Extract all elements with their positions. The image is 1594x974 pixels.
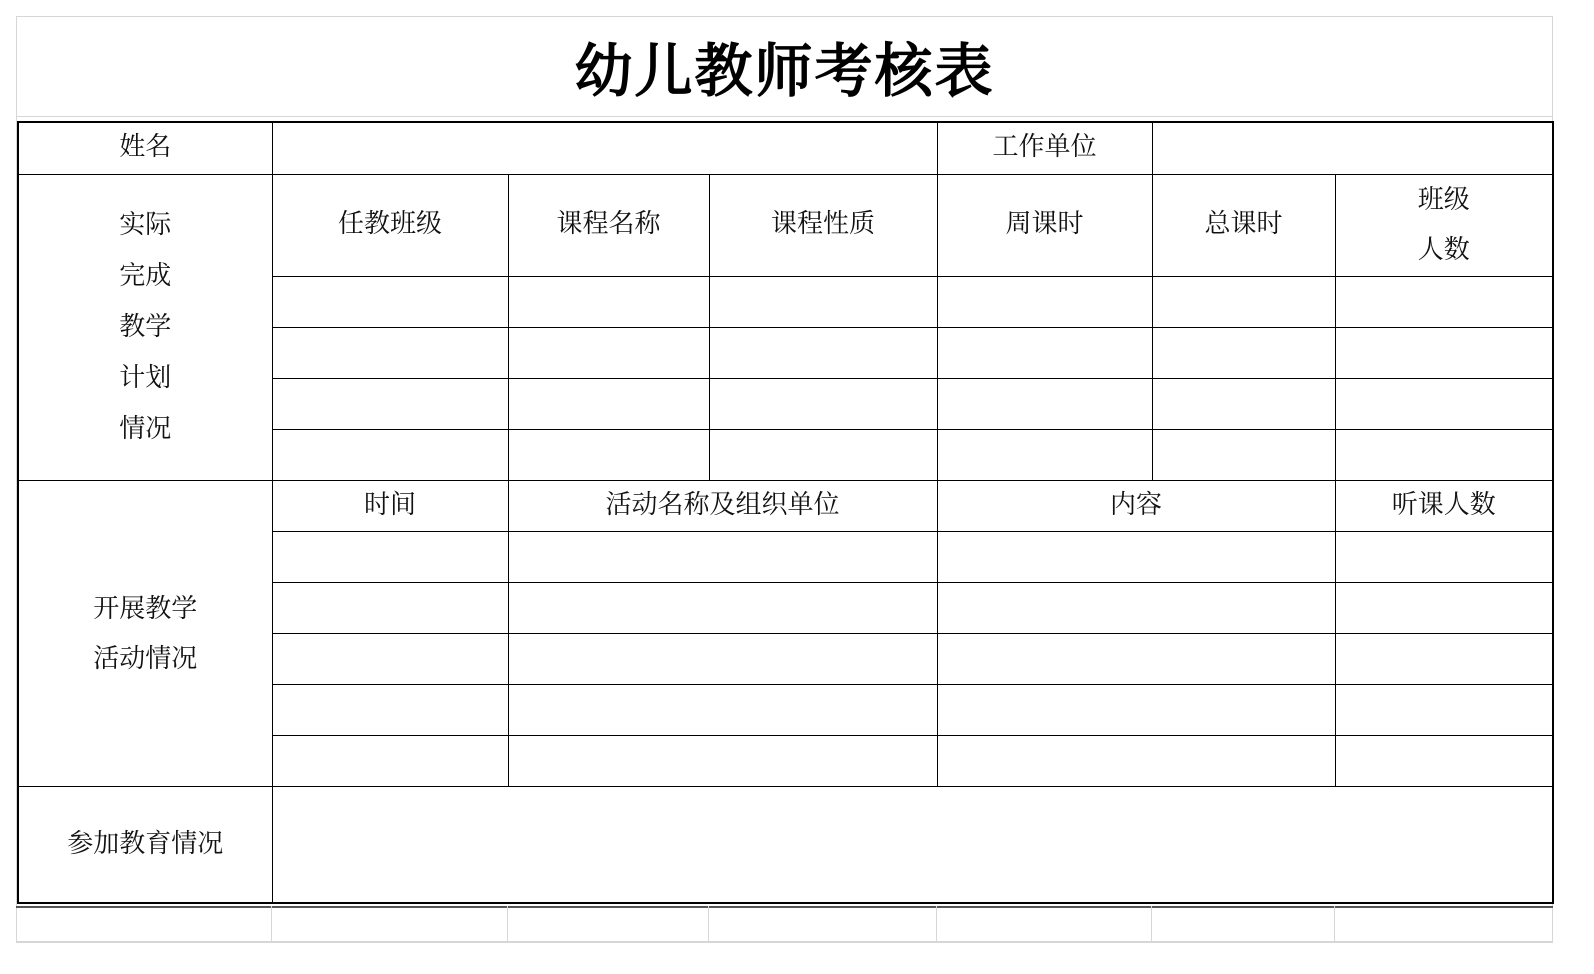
name-value-cell[interactable] bbox=[272, 122, 937, 174]
gridline bbox=[708, 906, 709, 942]
gridline bbox=[936, 906, 937, 942]
header-activity-name: 活动名称及组织单位 bbox=[508, 480, 937, 531]
input-cell[interactable] bbox=[508, 685, 937, 736]
input-cell[interactable] bbox=[508, 532, 937, 583]
gridline bbox=[507, 906, 508, 942]
work-unit-label: 工作单位 bbox=[937, 122, 1152, 174]
input-cell[interactable] bbox=[272, 685, 508, 736]
input-cell[interactable] bbox=[508, 429, 709, 480]
header-attendees: 听课人数 bbox=[1335, 480, 1553, 531]
input-cell[interactable] bbox=[1335, 429, 1553, 480]
gridline bbox=[1151, 906, 1152, 942]
input-cell[interactable] bbox=[272, 327, 508, 378]
input-cell[interactable] bbox=[709, 429, 937, 480]
input-cell[interactable] bbox=[508, 276, 709, 327]
header-class-taught: 任教班级 bbox=[272, 174, 508, 276]
input-cell[interactable] bbox=[508, 378, 709, 429]
input-cell[interactable] bbox=[1335, 276, 1553, 327]
input-cell[interactable] bbox=[272, 532, 508, 583]
gridline bbox=[271, 906, 272, 942]
header-course-name: 课程名称 bbox=[508, 174, 709, 276]
input-cell[interactable] bbox=[1335, 327, 1553, 378]
input-cell[interactable] bbox=[272, 276, 508, 327]
name-label: 姓名 bbox=[18, 122, 272, 174]
header-content: 内容 bbox=[937, 480, 1335, 531]
name-row bbox=[18, 122, 1553, 174]
input-cell[interactable] bbox=[937, 583, 1335, 634]
input-cell[interactable] bbox=[709, 276, 937, 327]
input-cell[interactable] bbox=[508, 634, 937, 685]
input-cell[interactable] bbox=[272, 378, 508, 429]
input-cell[interactable] bbox=[272, 583, 508, 634]
assessment-form-table bbox=[17, 121, 1554, 904]
empty-sheet-row bbox=[16, 906, 1553, 942]
input-cell[interactable] bbox=[1335, 685, 1553, 736]
input-cell[interactable] bbox=[272, 429, 508, 480]
header-total-hours: 总课时 bbox=[1152, 174, 1335, 276]
input-cell[interactable] bbox=[508, 327, 709, 378]
input-cell[interactable] bbox=[1152, 429, 1335, 480]
header-weekly-hours: 周课时 bbox=[937, 174, 1152, 276]
input-cell[interactable] bbox=[937, 532, 1335, 583]
input-cell[interactable] bbox=[508, 583, 937, 634]
input-cell[interactable] bbox=[937, 327, 1152, 378]
input-cell[interactable] bbox=[1335, 583, 1553, 634]
input-cell[interactable] bbox=[1335, 378, 1553, 429]
input-cell[interactable] bbox=[937, 736, 1335, 787]
gridline bbox=[1334, 906, 1335, 942]
header-time: 时间 bbox=[272, 480, 508, 531]
input-cell[interactable] bbox=[937, 378, 1152, 429]
input-cell[interactable] bbox=[709, 378, 937, 429]
activity-section-label: 开展教学 活动情况 bbox=[18, 480, 272, 786]
input-cell[interactable] bbox=[937, 276, 1152, 327]
input-cell[interactable] bbox=[1335, 634, 1553, 685]
activity-header-row bbox=[18, 480, 1553, 531]
education-label: 参加教育情况 bbox=[18, 787, 272, 903]
page-title: 幼儿教师考核表 bbox=[574, 37, 995, 105]
plan-section-label: 实际 完成 教学 计划 情况 bbox=[18, 174, 272, 480]
input-cell[interactable] bbox=[937, 685, 1335, 736]
input-cell[interactable] bbox=[1152, 378, 1335, 429]
title-divider bbox=[16, 116, 1553, 117]
input-cell[interactable] bbox=[709, 327, 937, 378]
input-cell[interactable] bbox=[1152, 276, 1335, 327]
header-course-type: 课程性质 bbox=[709, 174, 937, 276]
header-class-size: 班级 人数 bbox=[1335, 174, 1553, 276]
input-cell[interactable] bbox=[1152, 327, 1335, 378]
input-cell[interactable] bbox=[1335, 736, 1553, 787]
input-cell[interactable] bbox=[508, 736, 937, 787]
education-value-cell[interactable] bbox=[272, 787, 1553, 903]
input-cell[interactable] bbox=[272, 736, 508, 787]
plan-header-row bbox=[18, 174, 1553, 276]
input-cell[interactable] bbox=[937, 634, 1335, 685]
input-cell[interactable] bbox=[1335, 532, 1553, 583]
input-cell[interactable] bbox=[937, 429, 1152, 480]
education-row bbox=[18, 787, 1553, 903]
work-unit-value-cell[interactable] bbox=[1152, 122, 1553, 174]
input-cell[interactable] bbox=[272, 634, 508, 685]
